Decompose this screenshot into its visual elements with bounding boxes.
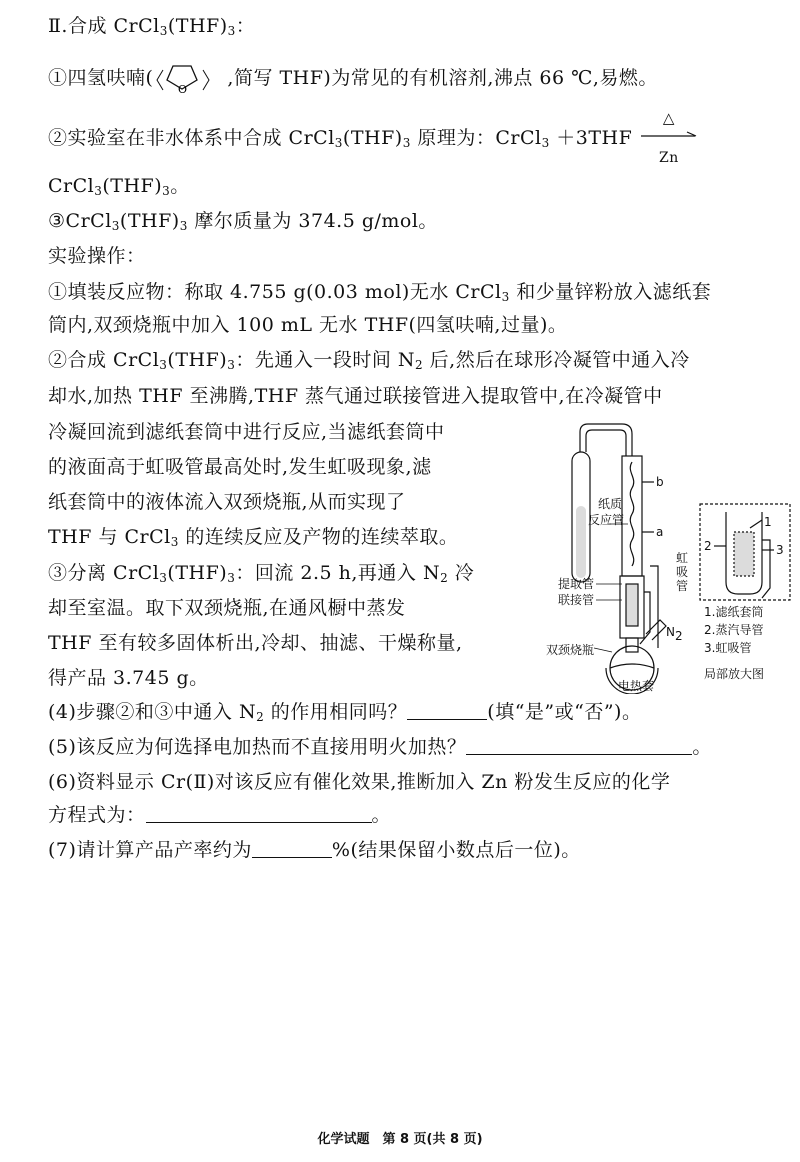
- op3-line4: 得产品 3.745 g。: [48, 667, 209, 689]
- op2-line3: 冷凝回流到滤纸套筒中进行反应,当滤纸套筒中: [48, 421, 445, 443]
- ops-title: 实验操作：: [48, 245, 146, 267]
- catalyst-label: Zn: [658, 150, 679, 166]
- legend-1: 1.滤纸套筒: [704, 605, 764, 619]
- thf-ring-icon: [153, 62, 227, 94]
- info-item-1: ①四氢呋喃( O ,简写 THF)为常见的有机溶剂,沸点 66 ℃,易燃。: [48, 62, 658, 94]
- zoom-label-2: 2: [704, 539, 712, 553]
- label-reaction-tube: 反应管: [588, 513, 625, 527]
- question-6-line2: 方程式为： 。: [48, 804, 392, 826]
- label-n2: N: [666, 625, 675, 639]
- op3-line1: ③分离 $CrCl_3(THF)_3$：回流 2.5 h,再通入 $N_2$ 冷: [48, 562, 475, 585]
- op1-line2: 筒内,双颈烧瓶中加入 100 mL 无水 THF(四氢呋喃,过量)。: [48, 314, 568, 336]
- question-7: (7)请计算产品产率约为 %(结果保留小数点后一位)。: [48, 839, 581, 861]
- legend-2: 2.蒸汽导管: [704, 623, 764, 637]
- zoom-label-1: 1: [764, 515, 772, 529]
- label-b: b: [656, 475, 664, 489]
- op2-line5: 纸套筒中的液体流入双颈烧瓶,从而实现了: [48, 491, 406, 513]
- label-n2-sub: 2: [675, 629, 683, 643]
- info-item-2: ②实验室在非水体系中合成 $CrCl_3(THF)_3$ 原理为：CrCl$_3$ ＋3THF △ Zn: [48, 124, 699, 150]
- zoom-label-3: 3: [776, 543, 784, 557]
- q7-answer-blank[interactable]: [252, 839, 332, 858]
- question-4: (4)步骤②和③中通入 $N_2$ 的作用相同吗？ (填“是”或“否”)。: [48, 701, 642, 724]
- reaction-arrow: [639, 109, 699, 166]
- op2-line6: THF 与 CrCl$_3$ 的连续反应及产物的连续萃取。: [48, 526, 459, 549]
- arrow-icon: [639, 124, 699, 148]
- label-a: a: [656, 525, 664, 539]
- label-siphon-3: 管: [676, 579, 689, 593]
- ring-oxygen-label: O: [178, 83, 188, 94]
- label-connect: 联接管: [558, 593, 595, 607]
- op3-line2: 却至室温。取下双颈烧瓶,在通风橱中蒸发: [48, 597, 406, 619]
- op2-line2: 却水,加热 THF 至沸腾,THF 蒸气通过联接管进入提取管中,在冷凝管中: [48, 385, 663, 407]
- op3-line3: THF 至有较多固体析出,冷却、抽滤、干燥称量,: [48, 632, 463, 654]
- section-title: Ⅱ.合成 $CrCl_3(THF)_3$：: [48, 15, 256, 38]
- question-5: (5)该反应为何选择电加热而不直接用明火加热？ 。: [48, 736, 712, 758]
- heat-symbol: △: [662, 109, 675, 127]
- label-flask: 双颈烧瓶: [546, 643, 595, 657]
- question-6-line1: (6)资料显示 Cr(Ⅱ)对该反应有催化效果,推断加入 Zn 粉发生反应的化学: [48, 771, 671, 793]
- label-mantle: 电热套: [618, 679, 655, 693]
- label-paper: 纸质: [598, 497, 623, 511]
- legend-3: 3.虹吸管: [704, 641, 752, 655]
- op2-line4: 的液面高于虹吸管最高处时,发生虹吸现象,滤: [48, 456, 432, 478]
- apparatus-diagram: [536, 416, 796, 694]
- info-item-3: $③CrCl_3(THF)_3$ 摩尔质量为 374.5 g/mol。: [48, 210, 438, 233]
- label-extract: 提取管: [558, 577, 595, 591]
- label-siphon-2: 吸: [676, 565, 689, 579]
- label-siphon-1: 虹: [676, 551, 689, 565]
- zoom-title: 局部放大图: [704, 667, 765, 681]
- op1-line1: ①填装反应物：称取 4.755 g(0.03 mol)无水 CrCl$_3$ 和少量锌粉放入滤纸套: [48, 281, 712, 304]
- q5-answer-blank[interactable]: [466, 736, 692, 755]
- q4-answer-blank[interactable]: [407, 701, 487, 720]
- op2-line1: ②合成 $CrCl_3(THF)_3$：先通入一段时间 $N_2$ 后,然后在球形冷凝管中通入冷: [48, 349, 690, 372]
- q6-answer-blank[interactable]: [146, 804, 372, 823]
- info-item-2-cont: $CrCl_3(THF)_3$。: [48, 175, 190, 198]
- page-footer: 化学试题 第 8 页(共 8 页): [317, 1132, 483, 1147]
